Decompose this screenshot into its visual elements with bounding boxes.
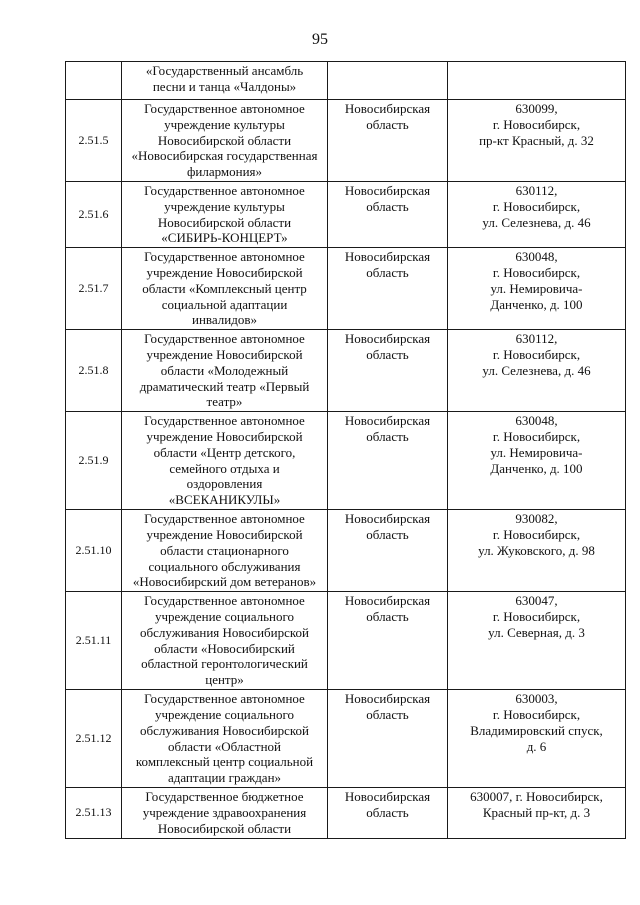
org-name-line: Новосибирской области [157, 214, 292, 230]
address-line: 630048, [515, 413, 558, 429]
org-name-line: социального обслуживания [148, 558, 301, 574]
org-name-line: Новосибирской области [157, 132, 292, 148]
region-line: область [366, 526, 409, 542]
org-name-line: учреждение Новосибирской [146, 428, 303, 444]
address-line: г. Новосибирск, [492, 198, 581, 214]
address-cell [448, 330, 626, 412]
org-name-line: учреждение культуры [164, 116, 285, 132]
row-number-cell: 2.51.6 [66, 182, 122, 248]
address-line: ул. Немировича- [490, 444, 583, 460]
table-row [66, 690, 626, 788]
org-name-cell [122, 412, 328, 510]
region-cell [328, 100, 448, 182]
region-line: область [366, 428, 409, 444]
org-name-line: обслуживания Новосибирской [140, 722, 309, 738]
org-name-line: учреждение здравоохранения [142, 804, 307, 820]
address-line: 630099, [515, 101, 558, 116]
address-cell [448, 592, 626, 690]
org-name-line: «Новосибирская государственная [131, 148, 318, 164]
page-number: 95 [312, 31, 328, 48]
row-number-cell [66, 62, 122, 100]
row-number-cell: 2.51.7 [66, 248, 122, 330]
address-line: г. Новосибирск, [492, 346, 581, 362]
address-line: г. Новосибирск, [492, 706, 581, 722]
region-cell [328, 592, 448, 690]
address-line: ул. Немировича- [490, 280, 583, 296]
org-name-cell [122, 100, 328, 182]
org-name-line: учреждение социального [154, 706, 295, 722]
address-cell [448, 690, 626, 788]
org-name-cell [122, 592, 328, 690]
region-cell [328, 412, 448, 510]
org-name-line: Государственное автономное [144, 511, 305, 527]
row-number-cell: 2.51.8 [66, 330, 122, 412]
region-cell [328, 690, 448, 788]
address-line: ул. Селезнева, д. 46 [482, 214, 591, 230]
org-name-line: инвалидов» [192, 312, 257, 328]
region-line: область [366, 706, 409, 722]
region-cell [328, 330, 448, 412]
address-line: г. Новосибирск, [492, 116, 581, 132]
region-line: Новосибирская [344, 413, 431, 429]
address-line: ул. Жуковского, д. 98 [478, 542, 595, 558]
address-line: Данченко, д. 100 [490, 460, 583, 476]
region-line: Новосибирская [344, 249, 431, 265]
row-number-cell: 2.51.12 [66, 690, 122, 788]
address-line: Красный пр-кт, д. 3 [482, 804, 591, 820]
org-name-line: Государственное автономное [144, 691, 305, 707]
region-line: Новосибирская [344, 183, 431, 198]
region-cell [328, 182, 448, 248]
org-name-line: «СИБИРЬ-КОНЦЕРТ» [161, 230, 288, 246]
address-cell [448, 788, 626, 838]
org-name-line: обслуживания Новосибирской [140, 624, 309, 640]
region-line: Новосибирская [344, 511, 431, 527]
org-name-line: учреждение социального [154, 608, 295, 624]
address-cell [448, 182, 626, 248]
region-line: область [366, 804, 409, 820]
table-row [66, 248, 626, 330]
region-cell [328, 510, 448, 592]
region-line: область [366, 116, 409, 132]
org-name-line: социальной адаптации [161, 296, 288, 312]
org-name-line: комплексный центр социальной [135, 754, 314, 770]
org-name-line: Государственное автономное [144, 183, 305, 198]
row-number-cell: 2.51.13 [66, 788, 122, 838]
org-name-line: области «Новосибирский [154, 640, 295, 656]
address-cell [448, 412, 626, 510]
region-line: Новосибирская [344, 593, 431, 609]
address-line: д. 6 [526, 738, 547, 754]
row-number-cell: 2.51.5 [66, 100, 122, 182]
region-cell [328, 62, 448, 100]
region-line: область [366, 264, 409, 280]
region-line: область [366, 198, 409, 214]
org-name-line: учреждение Новосибирской [146, 264, 303, 280]
row-number-cell: 2.51.9 [66, 412, 122, 510]
region-cell [328, 788, 448, 838]
row-number-cell: 2.51.11 [66, 592, 122, 690]
org-name-line: области стационарного [160, 542, 289, 558]
table-row [66, 100, 626, 182]
address-line: 630047, [515, 593, 558, 609]
org-name-cell [122, 690, 328, 788]
org-name-line: областной геронтологический [141, 656, 308, 672]
address-line: г. Новосибирск, [492, 608, 581, 624]
table-row [66, 182, 626, 248]
region-line: Новосибирская [344, 789, 431, 805]
region-line: Новосибирская [344, 331, 431, 347]
org-name-line: драматический театр «Первый [139, 378, 310, 394]
org-name-cell [122, 510, 328, 592]
org-name-line: области «Комплексный центр [142, 280, 307, 296]
address-line: г. Новосибирск, [492, 526, 581, 542]
org-name-line: Государственное автономное [144, 101, 305, 116]
address-cell [448, 248, 626, 330]
org-name-line: песни и танца «Чалдоны» [152, 78, 297, 94]
org-name-line: «Новосибирский дом ветеранов» [132, 574, 317, 590]
org-name-line: «ВСЕКАНИКУЛЫ» [168, 492, 281, 508]
address-line: Владимировский спуск, [470, 722, 603, 738]
org-name-cell [122, 62, 328, 100]
org-name-line: Государственное автономное [144, 593, 305, 609]
address-line: 630112, [515, 331, 558, 347]
address-cell [448, 62, 626, 100]
region-line: Новосибирская [344, 691, 431, 707]
org-name-line: оздоровления [186, 476, 263, 492]
org-name-line: области «Центр детского, [153, 444, 296, 460]
org-name-line: «Государственный ансамбль [145, 63, 304, 78]
region-cell [328, 248, 448, 330]
org-name-line: Государственное автономное [144, 331, 305, 347]
org-name-line: Государственное автономное [144, 413, 305, 429]
row-number-cell: 2.51.10 [66, 510, 122, 592]
address-line: пр-кт Красный, д. 32 [479, 132, 594, 148]
org-name-line: учреждение Новосибирской [146, 526, 303, 542]
org-name-line: адаптации граждан» [167, 770, 282, 786]
org-name-line: театр» [206, 394, 243, 410]
org-name-cell [122, 248, 328, 330]
address-line: ул. Северная, д. 3 [488, 624, 585, 640]
org-name-cell [122, 330, 328, 412]
address-cell [448, 510, 626, 592]
region-line: Новосибирская [344, 101, 431, 116]
org-name-line: семейного отдыха и [169, 460, 280, 476]
org-name-cell [122, 788, 328, 838]
org-name-line: филармония» [186, 164, 263, 180]
address-line: 630048, [515, 249, 558, 265]
org-name-line: центр» [205, 672, 244, 688]
address-cell [448, 100, 626, 182]
address-line: г. Новосибирск, [492, 264, 581, 280]
address-line: 630112, [515, 183, 558, 198]
address-line: г. Новосибирск, [492, 428, 581, 444]
org-name-line: Государственное бюджетное [145, 789, 304, 805]
org-name-line: учреждение культуры [164, 198, 285, 214]
org-name-cell [122, 182, 328, 248]
org-name-line: учреждение Новосибирской [146, 346, 303, 362]
table-row [66, 62, 626, 100]
table-row [66, 592, 626, 690]
org-name-line: Новосибирской области [157, 820, 292, 836]
org-name-line: области «Молодежный [160, 362, 289, 378]
org-name-line: Государственное автономное [144, 249, 305, 265]
org-name-line: области «Областной [167, 738, 281, 754]
table-row [66, 510, 626, 592]
registry-table-body [66, 62, 626, 839]
region-line: область [366, 608, 409, 624]
address-line: 930082, [515, 511, 558, 527]
address-line: ул. Селезнева, д. 46 [482, 362, 591, 378]
address-line: 630003, [515, 691, 558, 707]
registry-table [65, 61, 626, 839]
table-row [66, 788, 626, 838]
table-row [66, 412, 626, 510]
table-row [66, 330, 626, 412]
region-line: область [366, 346, 409, 362]
address-line: 630007, г. Новосибирск, [470, 789, 603, 805]
address-line: Данченко, д. 100 [490, 296, 583, 312]
